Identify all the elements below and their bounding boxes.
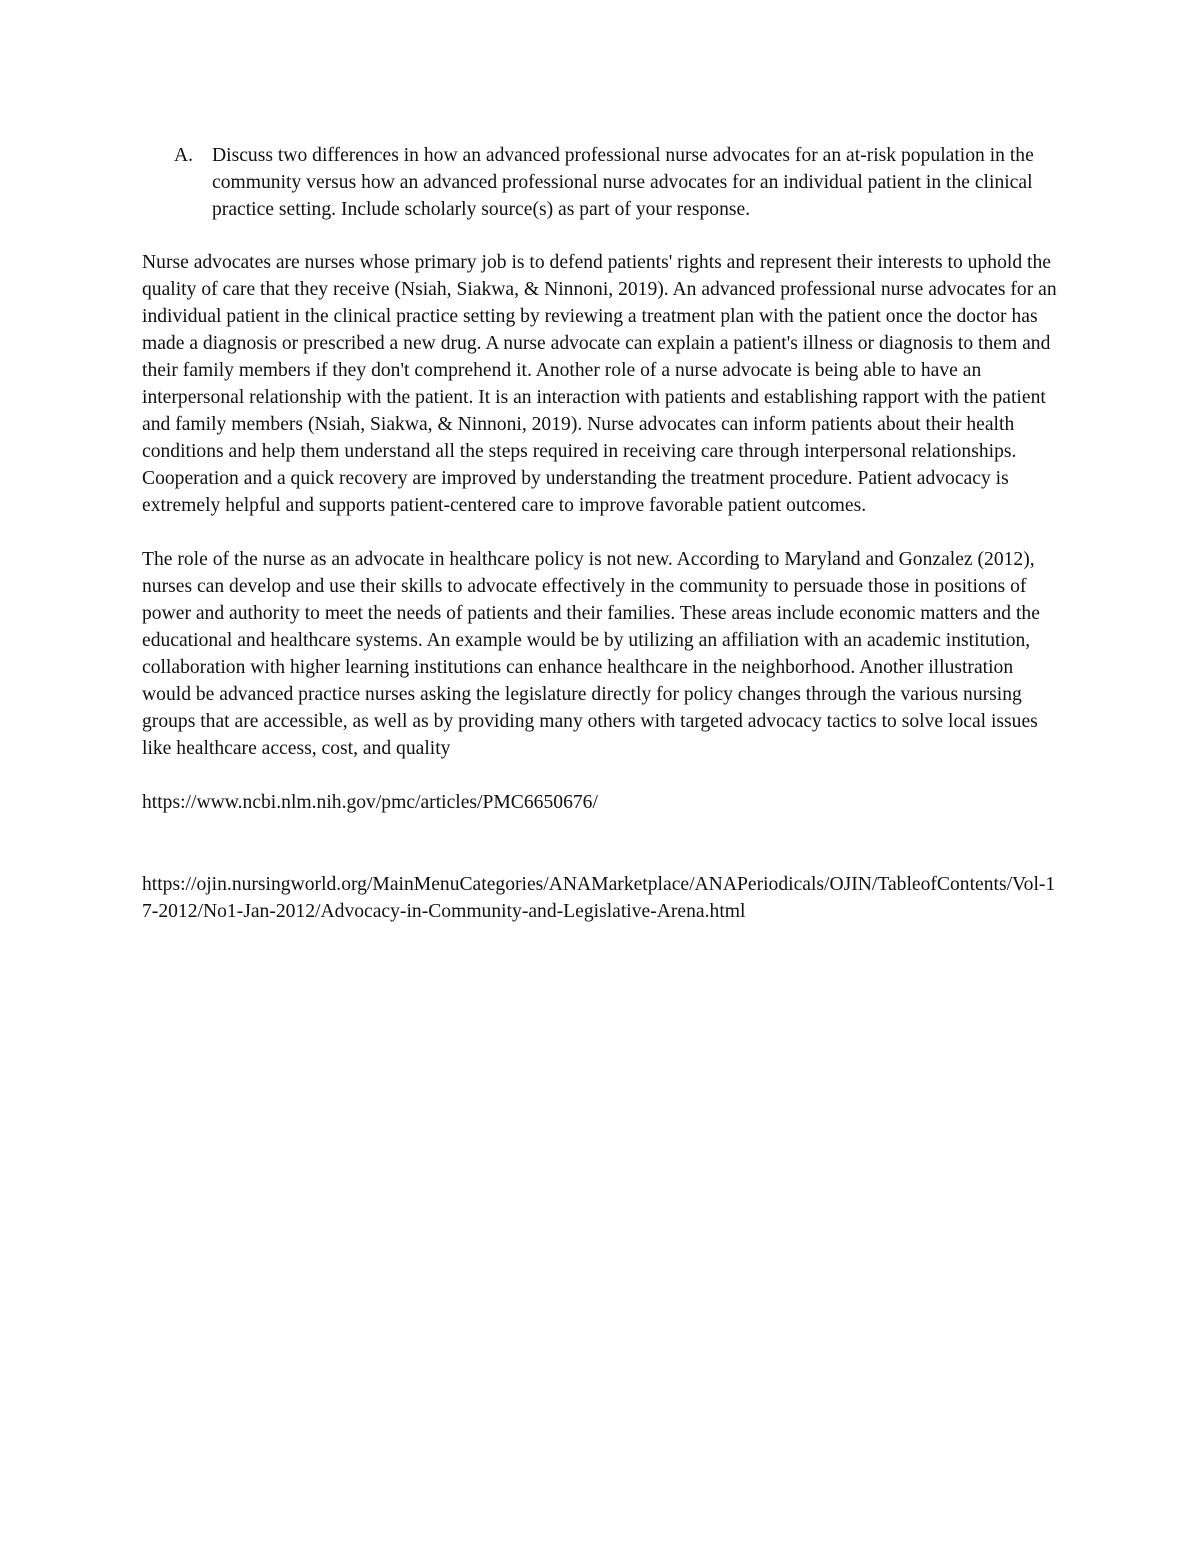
- paragraph-community-advocacy: The role of the nurse as an advocate in healthcare policy is not new. According to Maryland and Gonzalez (2012), nurses can develop and use their skills to advocate effectively in the community to persuade those in positions of power and authority to meet the needs of patients and their families. These areas include economic matters and the educational and healthcare systems. An example would be by utilizing an affiliation with an academic institution, collaboration with higher learning institutions can enhance healthcare in the neighborhood. Another illustration would be advanced practice nurses asking the legislature directly for policy changes through the various nursing groups that are accessible, as well as by providing many others with targeted advocacy tactics to solve local issues like healthcare access, cost, and quality: [142, 549, 1040, 759]
- reference-link-ojin[interactable]: https://ojin.nursingworld.org/MainMenuCategories/ANAMarketplace/ANAPeriodicals/OJIN/TableofContents/Vol-17-2012/No1-Jan-2012/Advocacy-in-Community-and-Legislative-Arena.html: [142, 874, 1056, 922]
- question-text: Discuss two differences in how an advanced professional nurse advocates for an at-risk population in the community versus how an advanced professional nurse advocates for an individual patient in the clinical practice setting. Include scholarly source(s) as part of your response.: [212, 145, 1034, 220]
- question-item: [174, 142, 1062, 223]
- reference-spacer: [142, 816, 1062, 871]
- paragraph-individual-advocacy: Nurse advocates are nurses whose primary job is to defend patients' rights and represent their interests to uphold the quality of care that they receive (Nsiah, Siakwa, & Ninnoni, 2019). An advanced professional nurse advocates for an individual patient in the clinical practice setting by reviewing a treatment plan with the patient once the doctor has made a diagnosis or prescribed a new drug. A nurse advocate can explain a patient's illness or diagnosis to them and their family members if they don't comprehend it. Another role of a nurse advocate is being able to have an interpersonal relationship with the patient. It is an interaction with patients and establishing rapport with the patient and family members (Nsiah, Siakwa, & Ninnoni, 2019). Nurse advocates can inform patients about their health conditions and help them understand all the steps required in receiving care through interpersonal relationships. Cooperation and a quick recovery are improved by understanding the treatment procedure. Patient advocacy is extremely helpful and supports patient-centered care to improve favorable patient outcomes.: [142, 252, 1057, 516]
- document-body: [142, 142, 1062, 925]
- reference-link-ncbi[interactable]: https://www.ncbi.nlm.nih.gov/pmc/articles/PMC6650676/: [142, 792, 598, 813]
- question-marker: A.: [174, 145, 194, 166]
